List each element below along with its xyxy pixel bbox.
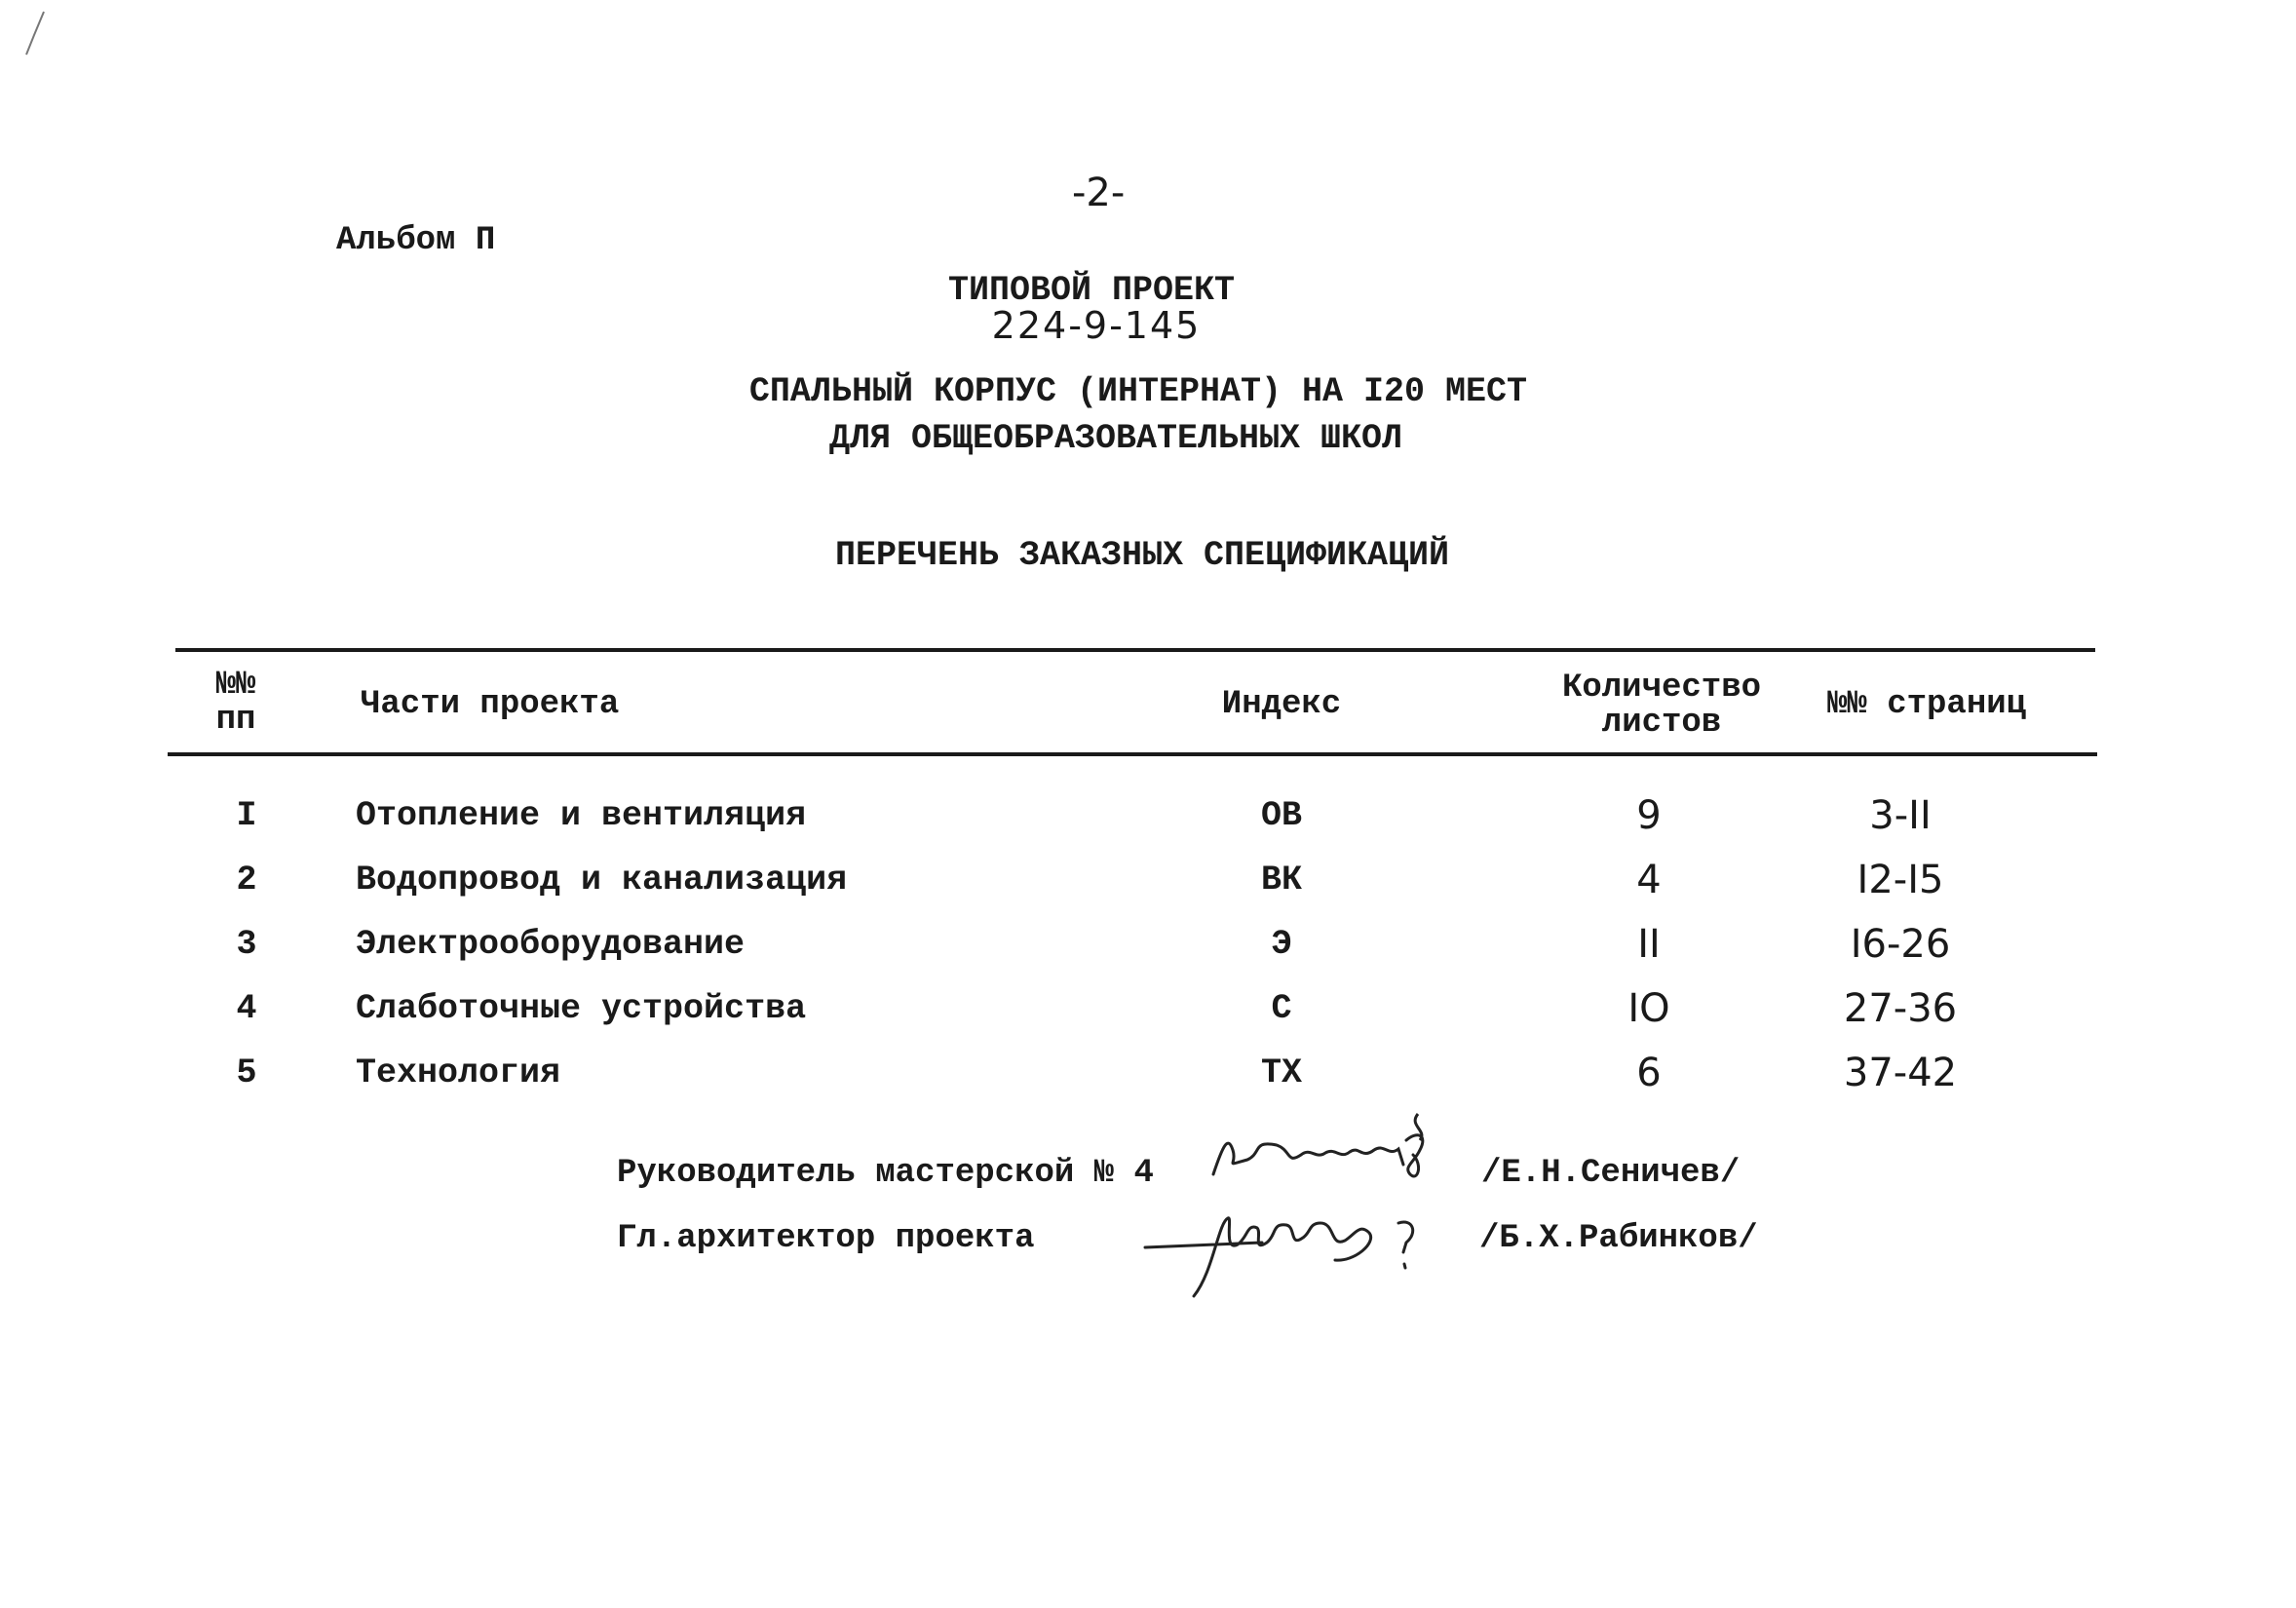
row-part-name: Отопление и вентиляция	[356, 796, 807, 835]
signature-1-name: /Е.Н.Сеничев/	[1481, 1155, 1741, 1192]
row-pages: 3-II	[1869, 793, 1932, 838]
title-line-2: ДЛЯ ОБЩЕОБРАЗОВАТЕЛЬНЫХ ШКОЛ	[828, 419, 1403, 458]
handwritten-signature-1	[1194, 1106, 1486, 1194]
row-pages: I2-I5	[1856, 858, 1944, 902]
row-index: С	[1271, 989, 1292, 1028]
row-number: 2	[236, 861, 257, 900]
row-sheets: II	[1637, 922, 1661, 967]
header-number-line-1: №№	[215, 667, 256, 704]
table-row	[0, 859, 2296, 923]
row-index: ВК	[1260, 861, 1303, 900]
row-part-name: Электрооборудование	[356, 925, 746, 964]
header-sheets-line-1: Количество	[1561, 670, 1762, 707]
handwritten-signature-2	[1135, 1194, 1447, 1311]
signature-2-label: Гл.архитектор проекта	[617, 1220, 1035, 1257]
row-number: 5	[236, 1053, 257, 1092]
row-part-name: Слаботочные устройства	[356, 989, 807, 1028]
row-number: 3	[236, 925, 257, 964]
row-number: 4	[236, 989, 257, 1028]
table-row	[0, 794, 2296, 859]
row-number: I	[236, 796, 257, 835]
header-pages: №№ страниц	[1827, 686, 2027, 723]
row-pages: 37-42	[1843, 1051, 1958, 1095]
album-label: Альбом П	[336, 222, 496, 259]
corner-pencil-mark	[15, 8, 54, 61]
header-number	[216, 668, 256, 738]
row-pages: 27-36	[1843, 986, 1958, 1031]
header-index: Индекс	[1221, 686, 1342, 723]
row-sheets: 4	[1636, 858, 1662, 902]
table-row	[0, 923, 2296, 987]
header-sheets-line-2: листов	[1601, 705, 1722, 742]
row-index: ОВ	[1260, 796, 1303, 835]
table-row	[0, 987, 2296, 1052]
title-line-1: СПАЛЬНЫЙ КОРПУС (ИНТЕРНАТ) НА I20 МЕСТ	[748, 372, 1528, 411]
page-number: -2-	[1072, 171, 1126, 215]
row-part-name: Технология	[356, 1053, 561, 1092]
signature-1-label: Руководитель мастерской № 4	[617, 1155, 1154, 1192]
project-code: 224-9-145	[991, 304, 1202, 347]
header-parts: Части проекта	[361, 686, 620, 723]
list-title: ПЕРЕЧЕНЬ ЗАКАЗНЫХ СПЕЦИФИКАЦИЙ	[834, 536, 1450, 575]
table-top-rule	[175, 648, 2095, 652]
row-index: Э	[1271, 925, 1292, 964]
signature-2-name: /Б.Х.Рабинков/	[1479, 1220, 1758, 1257]
header-sheets	[1562, 670, 1761, 741]
row-index: ТХ	[1260, 1053, 1303, 1092]
table-row	[0, 1052, 2296, 1116]
table-header-rule	[168, 752, 2097, 756]
row-sheets: 9	[1636, 793, 1662, 838]
row-sheets: 6	[1636, 1051, 1662, 1095]
header-number-line-2: пп	[215, 702, 256, 739]
project-type: ТИПОВОЙ ПРОЕКТ	[947, 271, 1236, 310]
row-sheets: IO	[1627, 986, 1670, 1031]
row-pages: I6-26	[1850, 922, 1951, 967]
row-part-name: Водопровод и канализация	[356, 861, 848, 900]
